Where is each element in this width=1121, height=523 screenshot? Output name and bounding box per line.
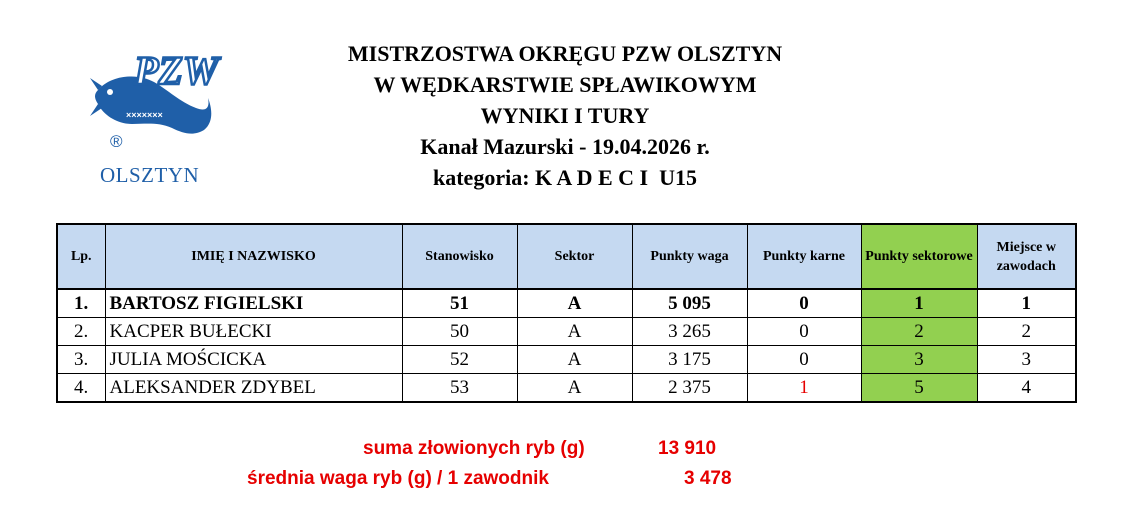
table-row (57, 346, 1076, 374)
registered-mark: ® (110, 132, 123, 151)
col-header-weight-points: Punkty waga (632, 224, 747, 289)
total-weight-label: suma złowionych ryb (g) (363, 438, 585, 459)
cell-place: 1 (977, 289, 1076, 318)
cell-sector-points: 5 (861, 374, 977, 403)
cell-sector: A (517, 346, 632, 374)
cell-penalty-points: 0 (747, 346, 861, 374)
table-header-row (57, 224, 1076, 289)
cell-sector-points: 1 (861, 289, 977, 318)
col-header-sector-points: Punkty sektorowe (861, 224, 977, 289)
cell-name: ALEKSANDER ZDYBEL (105, 374, 402, 403)
average-weight-label: średnia waga ryb (g) / 1 zawodnik (247, 468, 549, 489)
total-weight-value: 13 910 (658, 438, 717, 459)
title-line-4: Kanał Mazurski - 19.04.2026 r. (420, 134, 710, 159)
cell-penalty-points: 0 (747, 289, 861, 318)
cell-place: 3 (977, 346, 1076, 374)
cell-name: JULIA MOŚCICKA (105, 346, 402, 374)
title-line-5 (300, 162, 830, 193)
cell-lp: 2. (57, 318, 105, 346)
average-weight-value: 3 478 (684, 468, 732, 489)
cell-stand: 51 (402, 289, 517, 318)
cell-stand: 52 (402, 346, 517, 374)
cell-place: 4 (977, 374, 1076, 403)
svg-text:×××××××: ××××××× (126, 110, 163, 120)
col-header-place: Miejsce w zawodach (977, 224, 1076, 289)
cell-name: BARTOSZ FIGIELSKI (105, 289, 402, 318)
results-table (56, 223, 1077, 403)
cell-weight-points: 3 175 (632, 346, 747, 374)
title-line-2: W WĘDKARSTWIE SPŁAWIKOWYM (373, 72, 757, 97)
col-header-sector: Sektor (517, 224, 632, 289)
category-label: kategoria: K A D E C I U15 (433, 165, 697, 190)
cell-stand: 50 (402, 318, 517, 346)
col-header-lp: Lp. (57, 224, 105, 289)
cell-place: 2 (977, 318, 1076, 346)
cell-lp: 1. (57, 289, 105, 318)
cell-weight-points: 3 265 (632, 318, 747, 346)
col-header-name: IMIĘ I NAZWISKO (105, 224, 402, 289)
cell-sector-points: 2 (861, 318, 977, 346)
table-row (57, 374, 1076, 403)
cell-penalty-points: 1 (747, 374, 861, 403)
cell-sector: A (517, 318, 632, 346)
pzw-logo (88, 38, 228, 188)
logo-city-name: OLSZTYN (100, 163, 200, 187)
table-row (57, 289, 1076, 318)
col-header-penalty-points: Punkty karne (747, 224, 861, 289)
cell-sector-points: 3 (861, 346, 977, 374)
col-header-stand: Stanowisko (402, 224, 517, 289)
svg-text:PZW: PZW (134, 48, 219, 93)
document-title (300, 38, 830, 193)
cell-sector: A (517, 374, 632, 403)
cell-lp: 3. (57, 346, 105, 374)
fish-emblem-icon (88, 38, 228, 158)
cell-weight-points: 2 375 (632, 374, 747, 403)
cell-lp: 4. (57, 374, 105, 403)
table-row (57, 318, 1076, 346)
cell-penalty-points: 0 (747, 318, 861, 346)
cell-name: KACPER BUŁECKI (105, 318, 402, 346)
cell-weight-points: 5 095 (632, 289, 747, 318)
title-line-1: MISTRZOSTWA OKRĘGU PZW OLSZTYN (347, 41, 783, 66)
title-line-3: WYNIKI I TURY (480, 103, 650, 128)
cell-sector: A (517, 289, 632, 318)
cell-stand: 53 (402, 374, 517, 403)
